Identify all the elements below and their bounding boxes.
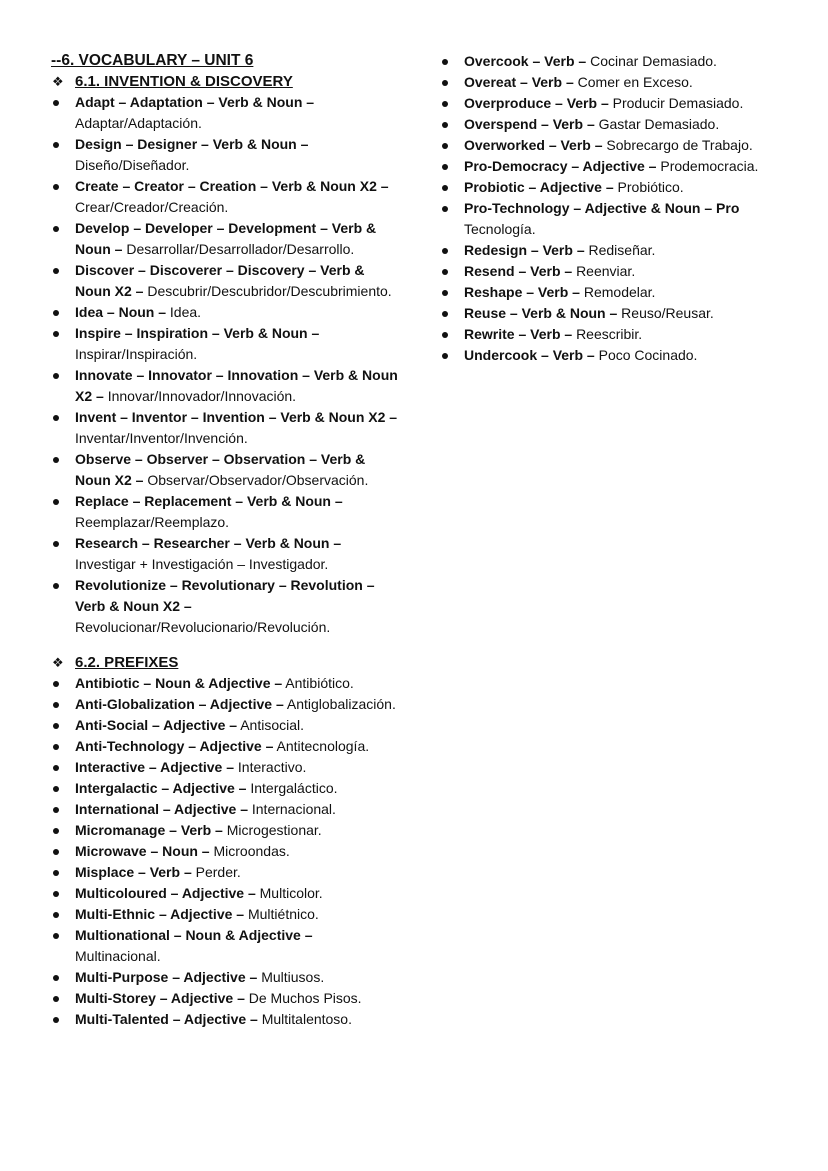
vocabulary-translation: Interactivo.: [237, 759, 307, 775]
bullet-icon: [53, 744, 59, 750]
vocabulary-item: [440, 156, 790, 177]
vocabulary-translation: Adaptar/Adaptación.: [75, 115, 202, 131]
vocabulary-translation: Multicolor.: [259, 885, 323, 901]
vocabulary-term: Create – Creator – Creation – Verb & Noun X2 –: [75, 178, 389, 194]
vocabulary-translation: Antisocial.: [240, 717, 305, 733]
vocabulary-term: Micromanage – Verb –: [75, 822, 223, 838]
diamond-bullet-icon: ❖: [52, 655, 64, 670]
vocabulary-term: Interactive – Adjective –: [75, 759, 235, 775]
vocabulary-translation: Tecnología.: [464, 221, 536, 237]
vocabulary-term: Multionational – Noun & Adjective –: [75, 927, 313, 943]
vocabulary-term: Discover – Discoverer – Discovery – Verb & Noun X2 –: [75, 262, 365, 299]
vocabulary-translation: Cocinar Demasiado.: [590, 53, 717, 69]
bullet-icon: [442, 269, 448, 275]
vocabulary-term: Idea – Noun –: [75, 304, 167, 320]
vocabulary-item: [51, 757, 401, 778]
vocabulary-term: Revolutionize – Revolutionary – Revolution – Verb & Noun X2 –: [75, 577, 375, 614]
vocabulary-translation: Multiétnico.: [247, 906, 319, 922]
vocabulary-item: [51, 533, 401, 575]
bullet-icon: [53, 331, 59, 337]
bullet-icon: [53, 100, 59, 106]
vocabulary-term: Multi-Storey – Adjective –: [75, 990, 245, 1006]
vocabulary-translation: Crear/Creador/Creación.: [75, 199, 229, 215]
vocabulary-item: [51, 694, 401, 715]
vocabulary-item: [440, 177, 790, 198]
bullet-icon: [442, 80, 448, 86]
vocabulary-term: Rewrite – Verb –: [464, 326, 573, 342]
vocabulary-item: [51, 988, 401, 1009]
bullet-icon: [53, 583, 59, 589]
bullet-icon: [442, 101, 448, 107]
vocabulary-term: Reshape – Verb –: [464, 284, 580, 300]
vocabulary-term: Antibiotic – Noun & Adjective –: [75, 675, 283, 691]
vocabulary-term: Overcook – Verb –: [464, 53, 587, 69]
vocabulary-term: Inspire – Inspiration – Verb & Noun –: [75, 325, 320, 341]
bullet-icon: [53, 870, 59, 876]
vocabulary-item: [440, 261, 790, 282]
bullet-icon: [53, 807, 59, 813]
bullet-icon: [442, 311, 448, 317]
vocabulary-item: [440, 51, 790, 72]
vocabulary-translation: Antiglobalización.: [286, 696, 396, 712]
bullet-icon: [53, 765, 59, 771]
vocabulary-term: Pro-Democracy – Adjective –: [464, 158, 657, 174]
vocabulary-translation: Antitecnología.: [276, 738, 370, 754]
vocabulary-term: Pro-Technology – Adjective & Noun – Pro: [464, 200, 740, 216]
vocabulary-term: Replace – Replacement – Verb & Noun –: [75, 493, 343, 509]
vocabulary-item: [440, 72, 790, 93]
bullet-icon: [53, 681, 59, 687]
vocabulary-item: [51, 491, 401, 533]
bullet-icon: [53, 933, 59, 939]
vocabulary-item: [440, 240, 790, 261]
section-title: 6.1. INVENTION & DISCOVERY: [75, 73, 293, 90]
vocabulary-item: [51, 302, 401, 323]
vocabulary-list-invention: [51, 92, 401, 638]
bullet-icon: [53, 828, 59, 834]
vocabulary-term: Design – Designer – Verb & Noun –: [75, 136, 309, 152]
vocabulary-term: International – Adjective –: [75, 801, 248, 817]
vocabulary-item: [440, 345, 790, 366]
vocabulary-translation: Perder.: [195, 864, 241, 880]
vocabulary-translation: Prodemocracia.: [660, 158, 759, 174]
bullet-icon: [53, 702, 59, 708]
vocabulary-translation: Antibiótico.: [285, 675, 354, 691]
vocabulary-item: [51, 715, 401, 736]
vocabulary-item: [51, 778, 401, 799]
vocabulary-item: [51, 134, 401, 176]
vocabulary-term: Multi-Purpose – Adjective –: [75, 969, 258, 985]
left-column: [51, 51, 401, 1030]
bullet-icon: [442, 143, 448, 149]
vocabulary-item: [51, 260, 401, 302]
vocabulary-term: Multicoloured – Adjective –: [75, 885, 256, 901]
vocabulary-term: Overspend – Verb –: [464, 116, 595, 132]
vocabulary-item: [51, 365, 401, 407]
vocabulary-term: Invent – Inventor – Invention – Verb & Noun X2 –: [75, 409, 398, 425]
bullet-icon: [53, 373, 59, 379]
bullet-icon: [53, 786, 59, 792]
vocabulary-translation: Microondas.: [213, 843, 290, 859]
vocabulary-term: Innovate – Innovator – Innovation – Verb & Noun X2 –: [75, 367, 398, 404]
bullet-icon: [442, 248, 448, 254]
bullet-icon: [53, 1017, 59, 1023]
vocabulary-term: Intergalactic – Adjective –: [75, 780, 247, 796]
vocabulary-item: [440, 198, 790, 240]
bullet-icon: [442, 353, 448, 359]
bullet-icon: [442, 164, 448, 170]
vocabulary-item: [51, 673, 401, 694]
bullet-icon: [53, 310, 59, 316]
bullet-icon: [442, 185, 448, 191]
vocabulary-term: Research – Researcher – Verb & Noun –: [75, 535, 342, 551]
vocabulary-translation: Descubrir/Descubridor/Descubrimiento.: [147, 283, 392, 299]
bullet-icon: [53, 226, 59, 232]
vocabulary-translation: Probiótico.: [617, 179, 684, 195]
vocabulary-item: [51, 736, 401, 757]
vocabulary-translation: Innovar/Innovador/Innovación.: [107, 388, 297, 404]
section-spacer: [51, 638, 401, 652]
section-title: 6.2. PREFIXES: [75, 654, 179, 671]
vocabulary-item: [440, 324, 790, 345]
bullet-icon: [442, 206, 448, 212]
vocabulary-translation: Rediseñar.: [588, 242, 656, 258]
vocabulary-translation: Reenviar.: [576, 263, 636, 279]
vocabulary-translation: Gastar Demasiado.: [598, 116, 720, 132]
bullet-icon: [53, 142, 59, 148]
vocabulary-term: Anti-Globalization – Adjective –: [75, 696, 284, 712]
vocabulary-translation: Multitalentoso.: [261, 1011, 352, 1027]
vocabulary-item: [51, 1009, 401, 1030]
vocabulary-item: [51, 323, 401, 365]
section-heading-prefixes: [51, 652, 401, 673]
vocabulary-translation: Desarrollar/Desarrollador/Desarrollo.: [126, 241, 355, 257]
vocabulary-translation: Investigar + Investigación – Investigador.: [75, 556, 329, 572]
page-title: --6. VOCABULARY – UNIT 6: [51, 52, 254, 69]
vocabulary-term: Redesign – Verb –: [464, 242, 585, 258]
bullet-icon: [53, 457, 59, 463]
vocabulary-translation: Reuso/Reusar.: [621, 305, 714, 321]
vocabulary-term: Reuse – Verb & Noun –: [464, 305, 618, 321]
vocabulary-term: Overproduce – Verb –: [464, 95, 609, 111]
vocabulary-term: Undercook – Verb –: [464, 347, 595, 363]
bullet-icon: [53, 849, 59, 855]
vocabulary-item: [51, 862, 401, 883]
vocabulary-translation: Revolucionar/Revolucionario/Revolución.: [75, 619, 331, 635]
vocabulary-item: [440, 114, 790, 135]
vocabulary-item: [51, 883, 401, 904]
vocabulary-translation: De Muchos Pisos.: [248, 990, 362, 1006]
vocabulary-translation: Remodelar.: [583, 284, 656, 300]
vocabulary-term: Observe – Observer – Observation – Verb & Noun X2 –: [75, 451, 366, 488]
vocabulary-item: [51, 92, 401, 134]
vocabulary-translation: Sobrecargo de Trabajo.: [606, 137, 753, 153]
bullet-icon: [442, 290, 448, 296]
vocabulary-translation: Reescribir.: [576, 326, 643, 342]
vocabulary-item: [51, 841, 401, 862]
bullet-icon: [53, 912, 59, 918]
vocabulary-item: [440, 93, 790, 114]
vocabulary-list-prefixes-continued: [440, 51, 790, 366]
right-column: [440, 51, 790, 366]
vocabulary-term: Microwave – Noun –: [75, 843, 210, 859]
bullet-icon: [53, 415, 59, 421]
vocabulary-term: Overeat – Verb –: [464, 74, 574, 90]
vocabulary-item: [51, 799, 401, 820]
vocabulary-translation: Producir Demasiado.: [612, 95, 744, 111]
diamond-bullet-icon: ❖: [52, 74, 64, 89]
vocabulary-translation: Reemplazar/Reemplazo.: [75, 514, 230, 530]
vocabulary-item: [51, 449, 401, 491]
vocabulary-translation: Idea.: [169, 304, 202, 320]
vocabulary-item: [440, 282, 790, 303]
vocabulary-translation: Intergaláctico.: [250, 780, 338, 796]
bullet-icon: [53, 975, 59, 981]
vocabulary-translation: Inspirar/Inspiración.: [75, 346, 198, 362]
vocabulary-term: Resend – Verb –: [464, 263, 573, 279]
bullet-icon: [53, 268, 59, 274]
vocabulary-item: [51, 407, 401, 449]
vocabulary-item: [51, 925, 401, 967]
vocabulary-term: Multi-Talented – Adjective –: [75, 1011, 258, 1027]
vocabulary-item: [51, 575, 401, 638]
bullet-icon: [53, 723, 59, 729]
vocabulary-item: [440, 303, 790, 324]
bullet-icon: [53, 996, 59, 1002]
vocabulary-item: [51, 967, 401, 988]
bullet-icon: [442, 332, 448, 338]
vocabulary-list-prefixes: [51, 673, 401, 1030]
vocabulary-translation: Multiusos.: [261, 969, 325, 985]
vocabulary-term: Anti-Social – Adjective –: [75, 717, 238, 733]
bullet-icon: [442, 122, 448, 128]
vocabulary-translation: Comer en Exceso.: [577, 74, 693, 90]
vocabulary-translation: Diseño/Diseñador.: [75, 157, 190, 173]
vocabulary-item: [440, 135, 790, 156]
bullet-icon: [53, 184, 59, 190]
vocabulary-translation: Inventar/Inventor/Invención.: [75, 430, 248, 446]
vocabulary-term: Develop – Developer – Development – Verb & Noun –: [75, 220, 377, 257]
vocabulary-translation: Poco Cocinado.: [598, 347, 698, 363]
vocabulary-translation: Observar/Observador/Observación.: [147, 472, 369, 488]
vocabulary-translation: Microgestionar.: [226, 822, 322, 838]
bullet-icon: [53, 499, 59, 505]
vocabulary-term: Probiotic – Adjective –: [464, 179, 614, 195]
vocabulary-item: [51, 904, 401, 925]
vocabulary-item: [51, 218, 401, 260]
vocabulary-term: Misplace – Verb –: [75, 864, 192, 880]
vocabulary-term: Anti-Technology – Adjective –: [75, 738, 274, 754]
bullet-icon: [442, 59, 448, 65]
bullet-icon: [53, 891, 59, 897]
vocabulary-item: [51, 820, 401, 841]
bullet-icon: [53, 541, 59, 547]
vocabulary-item: [51, 176, 401, 218]
vocabulary-term: Adapt – Adaptation – Verb & Noun –: [75, 94, 315, 110]
vocabulary-translation: Multinacional.: [75, 948, 161, 964]
vocabulary-translation: Internacional.: [251, 801, 336, 817]
vocabulary-term: Multi-Ethnic – Adjective –: [75, 906, 245, 922]
section-heading-invention: [51, 71, 401, 92]
vocabulary-term: Overworked – Verb –: [464, 137, 603, 153]
